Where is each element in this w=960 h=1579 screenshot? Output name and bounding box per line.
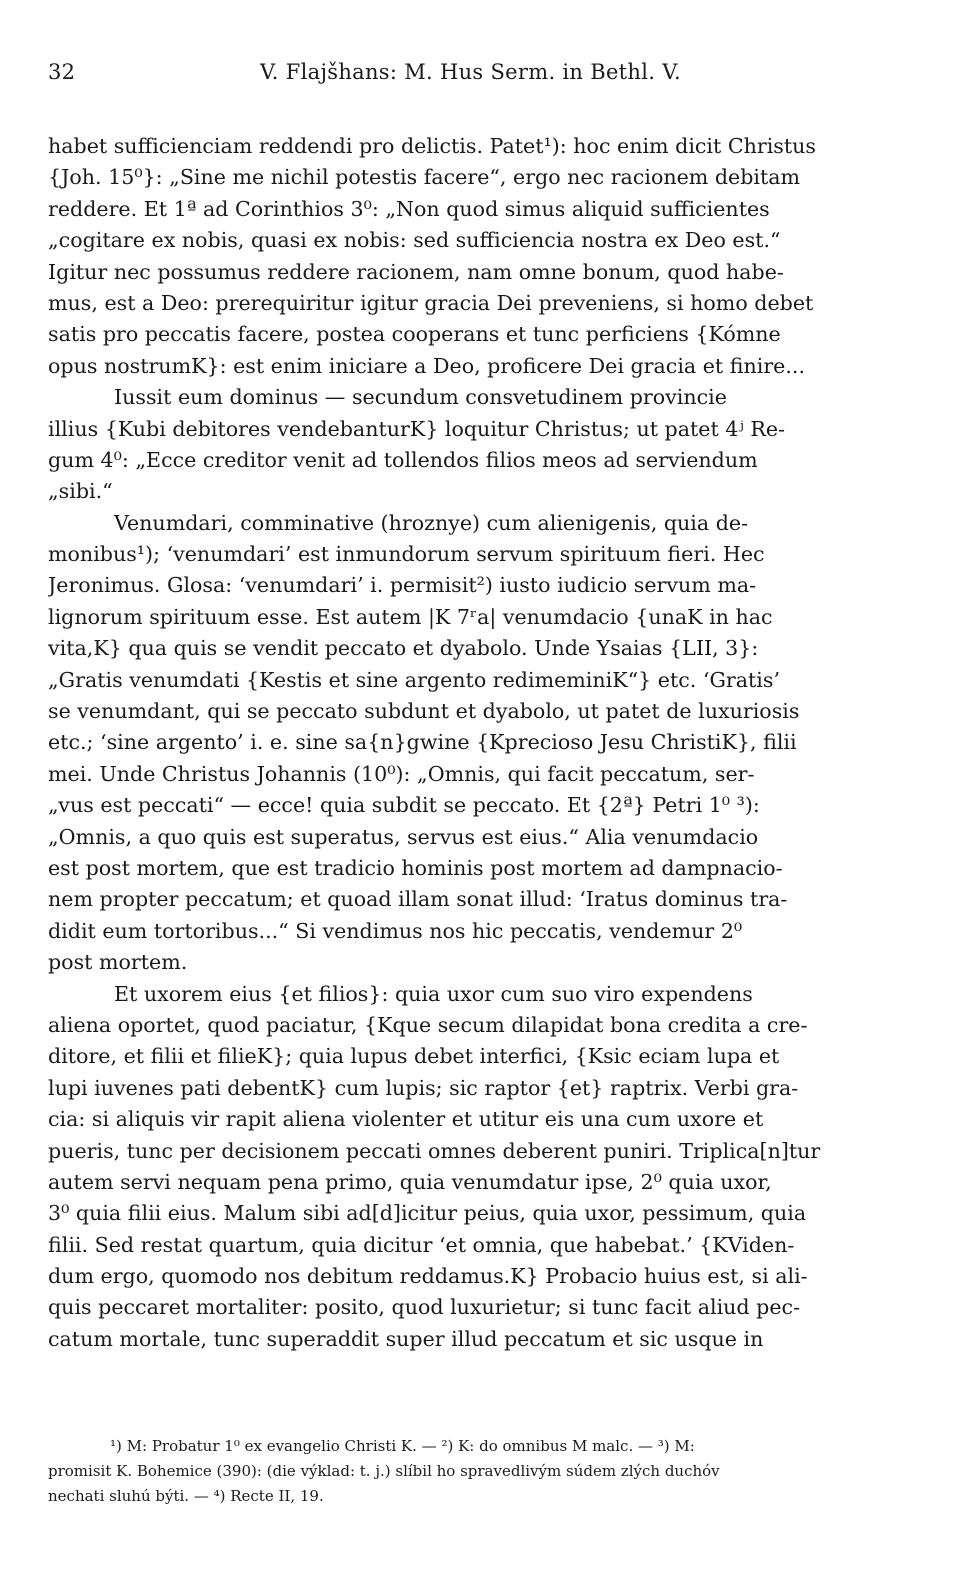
- text-line: aliena oportet, quod paciatur, {Kque secum dilapidat bona credita a cre-: [48, 1012, 808, 1037]
- text-line: illius {Kubi debitores vendebanturK} loquitur Christus; ut patet 4ʲ Re-: [48, 416, 786, 441]
- text-line: „Gratis venumdati {Kestis et sine argento redimeminiK“} etc. ‘Gratis’: [48, 667, 780, 692]
- text-line: catum mortale, tunc superaddit super illud peccatum et sic usque in: [48, 1326, 764, 1351]
- body-text: [48, 131, 902, 1355]
- text-line: lupi iuvenes pati debentK} cum lupis; sic raptor {et} raptrix. Verbi gra-: [48, 1075, 799, 1100]
- text-line: lignorum spirituum esse. Est autem |K 7ʳa| venumdacio {unaK in hac: [48, 604, 773, 629]
- text-line: monibus¹); ‘venumdari’ est inmundorum servum spirituum fieri. Hec: [48, 542, 765, 567]
- text-line: autem servi nequam pena primo, quia venumdatur ipse, 2⁰ quia uxor,: [48, 1169, 772, 1194]
- text-line: {Joh. 15⁰}: „Sine me nichil potestis facere“, ergo nec racionem debitam: [48, 165, 801, 190]
- text-line: nem propter peccatum; et quoad illam sonat illud: ‘Iratus dominus tra-: [48, 887, 788, 912]
- page-number: 32: [48, 60, 76, 84]
- text-line: Igitur nec possumus reddere racionem, nam omne bonum, quod habe-: [48, 259, 784, 284]
- footnote-line: nechati sluhú býti. — ⁴) Recte II, 19.: [48, 1487, 324, 1505]
- text-line: vita,K} qua quis se vendit peccato et dyabolo. Unde Ysaias {LII, 3}:: [48, 636, 759, 661]
- footnotes: [48, 1434, 908, 1509]
- running-title: V. Flajšhans: M. Hus Serm. in Bethl. V.: [260, 60, 681, 84]
- text-line: pueris, tunc per decisionem peccati omnes deberent puniri. Triplica[n]tur: [48, 1138, 821, 1163]
- text-line: cia: si aliquis vir rapit aliena violenter et utitur eis una cum uxore et: [48, 1107, 764, 1132]
- text-line: „cogitare ex nobis, quasi ex nobis: sed sufficiencia nostra ex Deo est.“: [48, 228, 781, 253]
- text-line: 3⁰ quia filii eius. Malum sibi ad[d]icitur peius, quia uxor, pessimum, quia: [48, 1201, 807, 1226]
- text-line: post mortem.: [48, 950, 188, 975]
- text-line: Jeronimus. Glosa: ‘venumdari’ i. permisit²) iusto iudicio servum ma-: [48, 573, 757, 598]
- text-line: „sibi.“: [48, 479, 113, 504]
- footnote-line: ¹) M: Probatur 1⁰ ex evangelio Christi K. — ²) K: do omnibus M malc. — ³) M:: [110, 1437, 695, 1455]
- text-line: satis pro peccatis facere, postea cooperans et tunc perficiens {Kómne: [48, 322, 781, 347]
- text-line: ditore, et filii et filieK}; quia lupus debet interfici, {Ksic eciam lupa et: [48, 1044, 780, 1069]
- text-line: Iussit eum dominus — secundum consvetudinem provincie: [114, 385, 727, 410]
- text-line: Et uxorem eius {et filios}: quia uxor cum suo viro expendens: [114, 981, 753, 1006]
- text-line: mus, est a Deo: prerequiritur igitur gracia Dei preveniens, si homo debet: [48, 290, 814, 315]
- text-line: habet sufficienciam reddendi pro delictis. Patet¹): hoc enim dicit Christus: [48, 134, 816, 158]
- text-line: opus nostrumK}: est enim iniciare a Deo, proficere Dei gracia et finire...: [48, 353, 805, 378]
- text-line: mei. Unde Christus Johannis (10⁰): „Omnis, qui facit peccatum, ser-: [48, 761, 755, 786]
- text-line: gum 4⁰: „Ecce creditor venit ad tollendos filios meos ad serviendum: [48, 447, 758, 472]
- text-line: didit eum tortoribus...“ Si vendimus nos hic peccatis, vendemur 2⁰: [48, 918, 743, 943]
- text-line: Venumdari, comminative (hroznye) cum alienigenis, quia de-: [114, 510, 749, 535]
- text-line: se venumdant, qui se peccato subdunt et dyabolo, ut patet de luxuriosis: [48, 699, 800, 724]
- text-line: „Omnis, a quo quis est superatus, servus est eius.“ Alia venumdacio: [48, 824, 759, 849]
- text-line: „vus est peccati“ — ecce! quia subdit se peccato. Et {2ª} Petri 1⁰ ³):: [48, 793, 760, 818]
- text-line: dum ergo, quomodo nos debitum reddamus.K} Probacio huius est, si ali-: [48, 1264, 808, 1289]
- text-line: est post mortem, que est tradicio hominis post mortem ad dampnacio-: [48, 855, 783, 880]
- text-line: etc.; ‘sine argento’ i. e. sine sa{n}gwine {Kprecioso Jesu ChristiK}, filii: [48, 730, 797, 755]
- text-line: filii. Sed restat quartum, quia dicitur ‘et omnia, que habebat.’ {KViden-: [48, 1232, 795, 1257]
- page-header: [48, 60, 912, 100]
- text-line: reddere. Et 1ª ad Corinthios 3⁰: „Non quod simus aliquid sufficientes: [48, 196, 770, 221]
- text-line: quis peccaret mortaliter: posito, quod luxurietur; si tunc facit aliud pec-: [48, 1295, 801, 1320]
- footnote-line: promisit K. Bohemice (390): (die výklad: t. j.) slíbil ho spravedlivým súdem zlých duchóv: [48, 1462, 720, 1480]
